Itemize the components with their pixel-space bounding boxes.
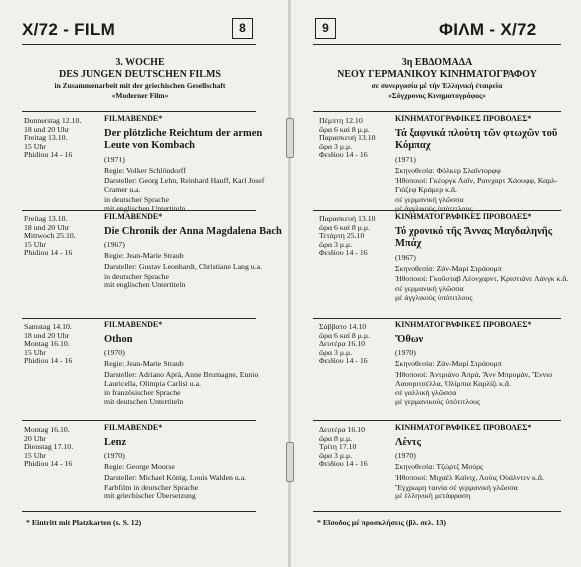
page-8 — [0, 0, 289, 567]
date-line: Τρίτη 17.10 — [319, 442, 357, 452]
film-entry — [395, 424, 575, 501]
time-line: ὥρα 3 μ.μ. — [319, 141, 353, 151]
screening-dates — [24, 215, 76, 258]
film-entry — [104, 321, 282, 407]
filmabende-label: FILMABENDE* — [104, 212, 163, 221]
heading-line-2: ΝΕΟΥ ΓΕΡΜΑΝΙΚΟΥ ΚΙΝΗΜΑΤΟΓΡΑΦΟΥ — [337, 69, 537, 80]
subtitle-line: μέ ἀγγλικούς ὑπότιτλους — [395, 292, 473, 302]
film-director: Regie: George Moorse — [104, 462, 175, 472]
subtitle-line: μέ γερμανικούς ὑπότιτλους — [395, 397, 481, 407]
venue-line: Phidiou 14 - 16 — [24, 356, 73, 366]
film-entry — [104, 424, 282, 501]
time-line: 18 und 20 Uhr — [24, 124, 70, 134]
venue-line: Phidiou 14 - 16 — [24, 248, 73, 258]
film-cast: Darsteller: Gustav Leonhardt, Christiane Lang u.a. — [104, 261, 263, 271]
film-director: Σκηνοθεσία: Ζάν-Μαρί Στράουμπ — [395, 263, 502, 273]
time-line: 15 Uhr — [24, 347, 46, 357]
date-line: Παρασκευή 13.10 — [319, 133, 376, 143]
venue-line: Φειδίου 14 - 16 — [319, 459, 368, 469]
subtitle-line: mit englischen Untertiteln — [104, 203, 186, 213]
date-line: Mittwoch 25.10. — [24, 231, 76, 241]
program-heading — [309, 57, 565, 101]
entry-divider — [313, 420, 561, 421]
subtitle-line: μέ ἀγγλικούς ὑπότιτλους — [395, 203, 473, 213]
film-cast: Ἠθοποιοί: Γκοῦσταβ Λέονχαρντ, Κριστιάνε Λάνγκ κ.ἄ. — [395, 274, 569, 284]
film-year: (1971) — [104, 154, 125, 164]
film-title: Τά ξαφνικά πλούτη τῶν φτωχῶν τοῦ Κόμπαχ — [395, 127, 558, 152]
screening-dates — [319, 215, 376, 258]
film-director: Regie: Volker Schlöndorff — [104, 165, 186, 175]
header-rule — [313, 44, 561, 45]
entry-divider — [22, 210, 256, 211]
film-entry — [395, 321, 575, 407]
subheading-line-1: in Zusammenarbeit mit der griechischen Gesellschaft — [54, 81, 226, 90]
film-year: (1970) — [395, 348, 416, 358]
time-line: ὥρα 6 καί 8 μ.μ. — [319, 330, 371, 340]
section-rule — [313, 111, 561, 112]
film-title: Ὄθων — [395, 333, 424, 345]
date-line: Donnerstag 12.10. — [24, 116, 82, 125]
film-cast: Ἠθοποιοί: Γκέοργκ Λαΐν, Ραινχαρτ Χάουφφ, Καρλ-Γιόζεφ Κράμερ κ.ἄ. — [395, 176, 558, 195]
time-line: 15 Uhr — [24, 239, 46, 249]
time-line: ὥρα 3 μ.μ. — [319, 239, 353, 249]
film-director: Regie: Jean-Marie Straub — [104, 251, 184, 261]
film-entry — [104, 213, 282, 290]
section-rule — [22, 111, 256, 112]
language-line: in deutscher Sprache — [104, 271, 169, 281]
program-heading — [18, 57, 262, 101]
film-title: Othon — [104, 333, 133, 345]
film-cast: Darsteller: Georg Lehn, Reinhard Hauff, Karl Josef Cramer u.a. — [104, 176, 265, 195]
film-cast: Ἠθοποιοί: Μιχαέλ Καίνιχ, Λούις Οὐάλντεν κ.ἄ. — [395, 472, 544, 482]
date-line: Σάββατο 14.10 — [319, 322, 367, 331]
time-line: 15 Uhr — [24, 450, 46, 460]
film-year: (1970) — [104, 348, 125, 358]
footer-rule — [313, 511, 561, 512]
film-title: Lenz — [104, 436, 127, 448]
heading-line-2: DES JUNGEN DEUTSCHEN FILMS — [59, 69, 221, 80]
subtitle-line: mit englischen Untertiteln — [104, 280, 186, 290]
entry-divider — [22, 318, 256, 319]
date-line: Samstag 14.10. — [24, 322, 72, 331]
film-director: Regie: Jean-Marie Straub — [104, 359, 184, 369]
language-line: σέ γερμανική γλῶσσα — [395, 284, 464, 294]
footnote: * Εἴσοδος μέ προσκλήσεις (βλ. σελ. 13) — [317, 518, 447, 527]
venue-line: Phidiou 14 - 16 — [24, 459, 73, 469]
subheading-line-2: «Moderner Film» — [111, 91, 169, 100]
time-line: ὥρα 3 μ.μ. — [319, 347, 353, 357]
film-year: (1967) — [395, 252, 416, 262]
subtitle-line: mit deutschen Untertiteln — [104, 397, 184, 407]
footnote: * Eintritt mit Platzkarten (s. S. 12) — [26, 518, 142, 527]
screening-dates — [24, 426, 73, 469]
screenings-label: ΚΙΝΗΜΑΤΟΓΡΑΦΙΚΕΣ ΠΡΟΒΟΛΕΣ* — [395, 212, 532, 221]
date-line: Δευτέρα 16.10 — [319, 425, 366, 434]
date-line: Τετάρτη 25.10 — [319, 231, 365, 241]
film-year: (1970) — [104, 451, 125, 461]
language-line: in französischer Sprache — [104, 388, 181, 398]
page-header-title: ΦΙΛΜ - X/72 — [439, 20, 537, 39]
film-title: Der plötzliche Reichtum der armen Leute von Kombach — [104, 127, 263, 152]
venue-line: Φειδίου 14 - 16 — [319, 356, 368, 366]
date-line: Δευτέρα 16.10 — [319, 339, 366, 349]
film-title: Die Chronik der Anna Magdalena Bach — [104, 225, 282, 237]
film-director: Σκηνοθεσία: Τζώρτζ Μούρς — [395, 462, 484, 472]
subtitle-line: mit griechischer Übersetzung — [104, 491, 196, 501]
film-entry — [395, 115, 575, 214]
language-line: Farbfilm in deutscher Sprache — [104, 482, 199, 492]
film-cast: Ἠθοποιοί: Ἀντριάνο Ἀπρά, Ἄνν Μπρυμάν, Ἔννιο Λαουριτσέλλα, Ὀλίμπια Καρλίζι κ.ἄ. — [395, 369, 553, 388]
language-line: σέ γαλλική γλῶσσα — [395, 388, 457, 398]
heading-line-1: 3η ΕΒΔΟΜΑΔΑ — [401, 57, 473, 68]
film-year: (1971) — [395, 154, 416, 164]
date-line: Montag 16.10. — [24, 425, 70, 434]
venue-line: Phidiou 14 - 16 — [24, 150, 73, 160]
time-line: 18 und 20 Uhr — [24, 222, 70, 232]
film-director: Σκηνοθεσία: Φόλκερ Σλαΐντορφφ — [395, 165, 501, 175]
screenings-label: ΚΙΝΗΜΑΤΟΓΡΑΦΙΚΕΣ ΠΡΟΒΟΛΕΣ* — [395, 423, 532, 432]
page-9 — [291, 0, 581, 567]
filmabende-label: FILMABENDE* — [104, 423, 163, 432]
header-rule — [22, 44, 256, 45]
date-line: Montag 16.10. — [24, 339, 70, 349]
time-line: ὥρα 6 καί 8 μ.μ. — [319, 124, 371, 134]
film-director: Σκηνοθεσία: Ζάν-Μαρί Στράουμπ — [395, 359, 502, 369]
date-line: Πέμπτη 12.10 — [319, 116, 363, 125]
screening-dates — [319, 323, 370, 366]
language-line: σέ γερμανική γλῶσσα — [395, 194, 464, 204]
page-number-box: 8 — [232, 18, 253, 39]
time-line: ὥρα 3 μ.μ. — [319, 450, 353, 460]
entry-divider — [313, 318, 561, 319]
screenings-label: ΚΙΝΗΜΑΤΟΓΡΑΦΙΚΕΣ ΠΡΟΒΟΛΕΣ* — [395, 320, 532, 329]
subtitle-line: μέ ἑλληνική μετάφραση — [395, 491, 471, 501]
subheading-line-2: «Σύγχρονος Κινηματογράφος» — [388, 91, 486, 100]
time-line: ὥρα 6 καί 8 μ.μ. — [319, 222, 371, 232]
filmabende-label: FILMABENDE* — [104, 320, 163, 329]
entry-divider — [313, 210, 561, 211]
language-line: in deutscher Sprache — [104, 194, 169, 204]
screening-dates — [24, 117, 81, 160]
date-line: Freitag 13.10. — [24, 214, 68, 223]
film-title: Λέντς — [395, 436, 421, 448]
venue-line: Φειδίου 14 - 16 — [319, 150, 368, 160]
time-line: ὥρα 8 μ.μ. — [319, 433, 353, 443]
date-line: Dienstag 17.10. — [24, 442, 74, 452]
time-line: 15 Uhr — [24, 141, 46, 151]
heading-line-1: 3. WOCHE — [115, 57, 165, 68]
film-title: Τό χρονικό τῆς Ἄννας Μαγδαληνῆς Μπάχ — [395, 225, 553, 250]
film-year: (1970) — [395, 451, 416, 461]
film-cast: Darsteller: Michael König, Louis Walden u.a. — [104, 472, 247, 482]
film-year: (1967) — [104, 240, 125, 250]
subheading-line-1: σε συνεργασία μέ τήν Ἑλληνική ἑταιρεία — [371, 81, 503, 90]
screening-dates — [319, 426, 368, 469]
film-entry — [104, 115, 282, 214]
date-line: Freitag 13.10. — [24, 133, 68, 143]
entry-divider — [22, 420, 256, 421]
page-number-box: 9 — [315, 18, 336, 39]
page-header-title: X/72 - FILM — [22, 20, 116, 39]
screening-dates — [24, 323, 72, 366]
language-line: Ἔγχρωμη ταινία σέ γερμανική γλῶσσα — [395, 482, 518, 492]
footer-rule — [22, 511, 256, 512]
venue-line: Φειδίου 14 - 16 — [319, 248, 368, 258]
screening-dates — [319, 117, 376, 160]
date-line: Παρασκευή 13.10 — [319, 214, 376, 223]
time-line: 18 und 20 Uhr — [24, 330, 70, 340]
time-line: 20 Uhr — [24, 433, 46, 443]
film-entry — [395, 213, 575, 303]
filmabende-label: FILMABENDE* — [104, 114, 163, 123]
film-cast: Darsteller: Adriano Aprà, Anne Brumagne, Ennio Lauricella, Olimpia Carlisi u.a. — [104, 369, 259, 388]
screenings-label: ΚΙΝΗΜΑΤΟΓΡΑΦΙΚΕΣ ΠΡΟΒΟΛΕΣ* — [395, 114, 532, 123]
